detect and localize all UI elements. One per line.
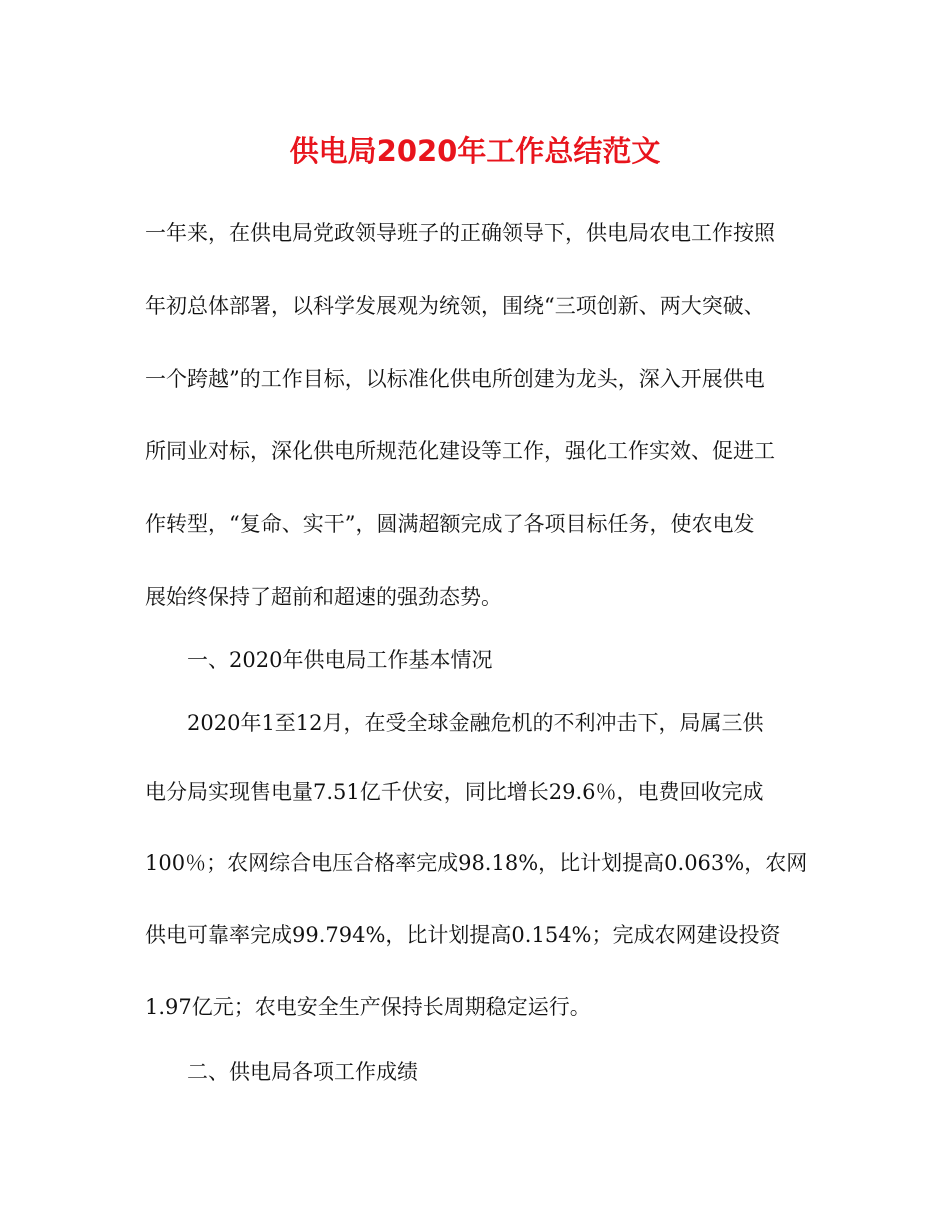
- paragraph-1-line-2: 年初总体部署，以科学发展观为统领，围绕“三项创新、两大突破、: [145, 294, 765, 318]
- section-heading-2: 二、供电局各项工作成绩: [187, 1060, 418, 1084]
- document-title: 供电局2020年工作总结范文: [289, 134, 661, 168]
- paragraph-1-line-5: 作转型，“复命、实干”，圆满超额完成了各项目标任务，使农电发: [145, 512, 755, 536]
- paragraph-1-line-3: 一个跨越”的工作目标，以标准化供电所创建为龙头，深入开展供电: [145, 367, 765, 391]
- paragraph-1-line-4: 所同业对标，深化供电所规范化建设等工作，强化工作实效、促进工: [145, 439, 775, 463]
- paragraph-1-line-6: 展始终保持了超前和超速的强劲态势。: [145, 585, 502, 609]
- paragraph-2-line-5: 1.97亿元；农电安全生产保持长周期稳定运行。: [145, 995, 591, 1019]
- section-heading-1: 一、2020年供电局工作基本情况: [187, 648, 493, 672]
- paragraph-2-line-4: 供电可靠率完成99.794%，比计划提高0.154%；完成农网建设投资: [145, 923, 781, 947]
- paragraph-2-line-1: 2020年1至12月，在受全球金融危机的不利冲击下，局属三供: [187, 711, 764, 735]
- paragraph-2-line-3: 100％；农网综合电压合格率完成98.18%，比计划提高0.063%，农网: [145, 851, 808, 875]
- paragraph-2-line-2: 电分局实现售电量7.51亿千伏安，同比增长29.6％，电费回收完成: [145, 780, 764, 804]
- paragraph-1-line-1: 一年来，在供电局党政领导班子的正确领导下，供电局农电工作按照: [145, 221, 775, 245]
